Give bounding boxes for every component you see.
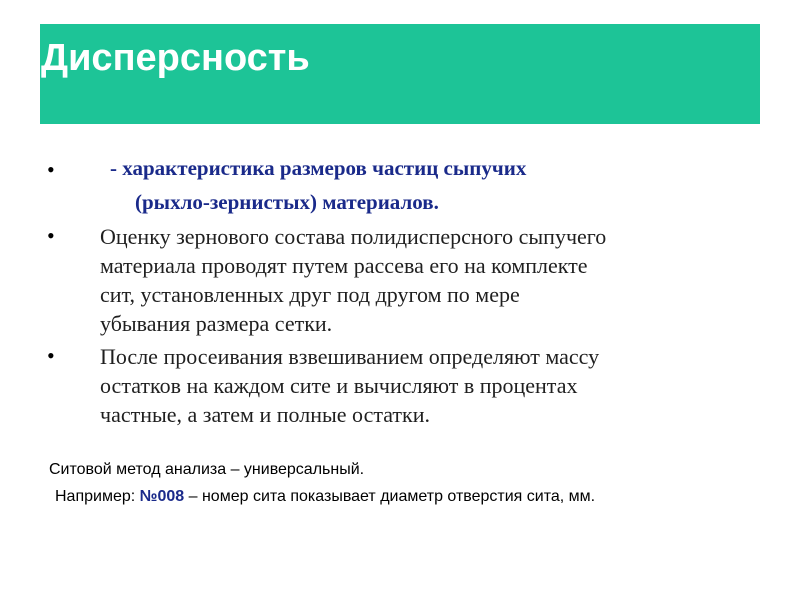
bullet-2-line-4: убывания размера сетки. [100, 311, 333, 336]
bullet-1-line-1 [110, 154, 526, 182]
footer-example-text: – номер сита показывает диаметр отверстия сита, мм. [184, 488, 596, 505]
bullet-marker: • [47, 343, 55, 368]
footer-example-label: Например: [55, 488, 140, 505]
bullet-2-line-3: сит, установленных друг под другом по мере [100, 282, 520, 307]
bullet-3-line-1: После просеивания взвешиванием определяют массу [100, 344, 600, 369]
bullet-2-line-1: Оценку зернового состава полидисперсного сыпучего [100, 224, 607, 249]
bullet-3-line-2: остатков на каждом сите и вычисляют в процентах [100, 373, 578, 398]
bullet-1-dash: - [110, 156, 123, 180]
title-band [40, 24, 760, 124]
bullet-2-line-2: материала проводят путем рассева его на комплекте [100, 253, 588, 278]
footer-line-1: Ситовой метод анализа – универсальный. [49, 461, 365, 478]
footer-line-2 [55, 486, 595, 508]
bullet-1-line-2: (рыхло-зернистых) материалов. [135, 190, 439, 214]
bullet-3-line-3: частные, а затем и полные остатки. [100, 402, 430, 427]
bullet-marker: • [47, 157, 55, 182]
sieve-number: №008 [139, 488, 185, 505]
bullet-marker: • [47, 223, 55, 248]
bullet-1-text-1: характеристика размеров частиц сыпучих [122, 156, 527, 180]
slide-title: Дисперсность [41, 37, 310, 79]
